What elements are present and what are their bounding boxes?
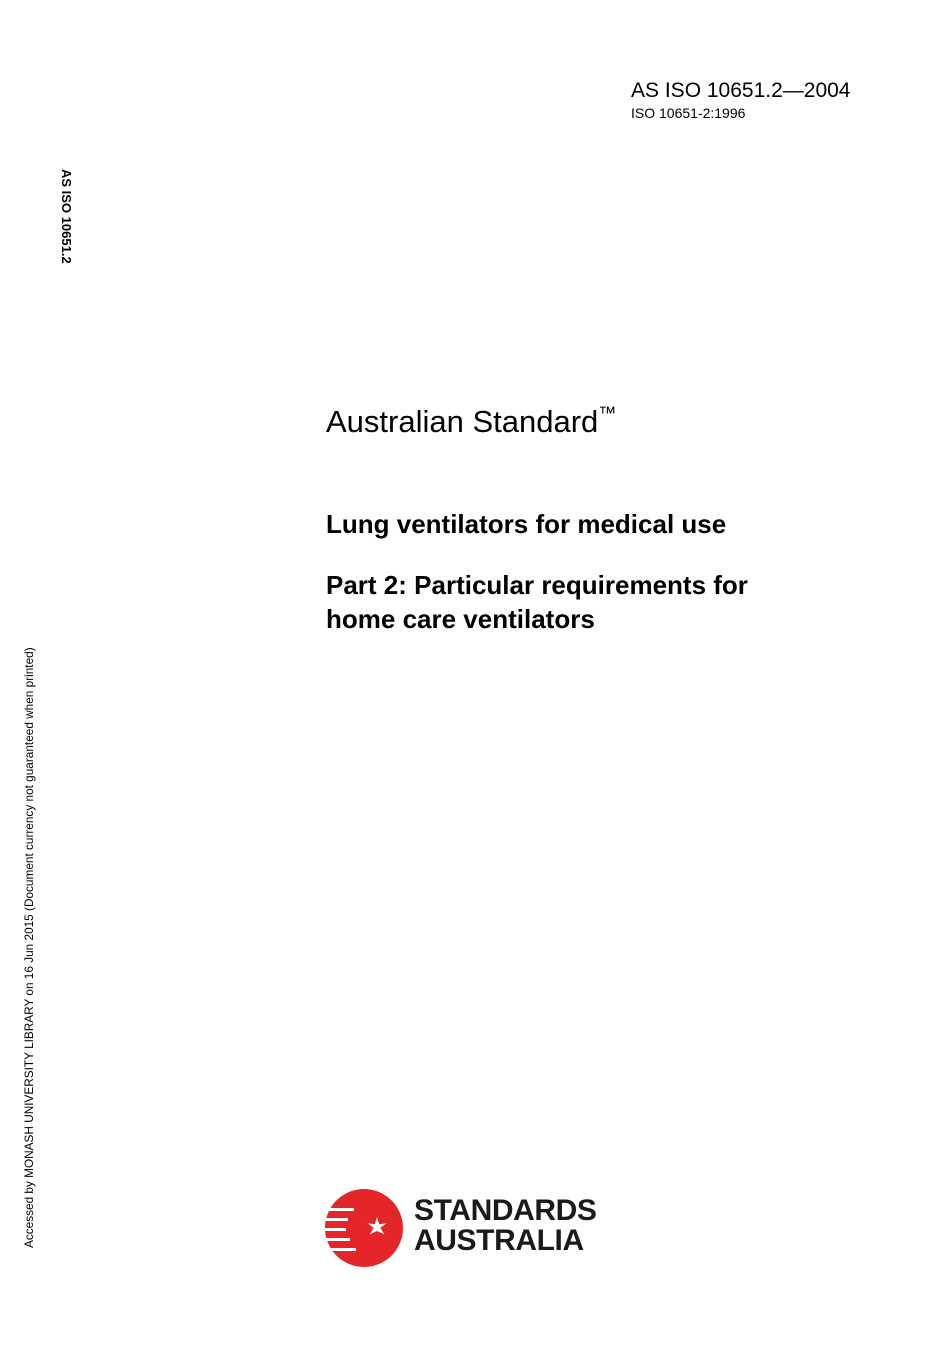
- southern-cross-emblem-icon: [324, 1188, 404, 1268]
- series-name: Australian Standard: [326, 404, 599, 439]
- logo-wordmark-standards: STANDARDS: [414, 1194, 597, 1227]
- spine-label: [57, 169, 75, 279]
- standards-australia-logo: [324, 1188, 604, 1268]
- iso-reference-number: ISO 10651-2:1996: [631, 105, 746, 121]
- logo-wordmark-australia: AUSTRALIA: [414, 1224, 584, 1257]
- access-note-text: Accessed by MONASH UNIVERSITY LIBRARY on 16 Jun 2015 (Document currency not guaranteed when printed): [22, 647, 36, 1248]
- access-note: [21, 598, 37, 1248]
- trademark-symbol: ™: [598, 403, 617, 423]
- document-title: Lung ventilators for medical use: [326, 509, 727, 539]
- document-subtitle: Part 2: Particular requirements for home care ventilators: [326, 570, 748, 634]
- series-heading: [326, 403, 616, 441]
- spine-label-text: AS ISO 10651.2: [59, 169, 74, 264]
- standard-number: AS ISO 10651.2—2004: [631, 79, 851, 102]
